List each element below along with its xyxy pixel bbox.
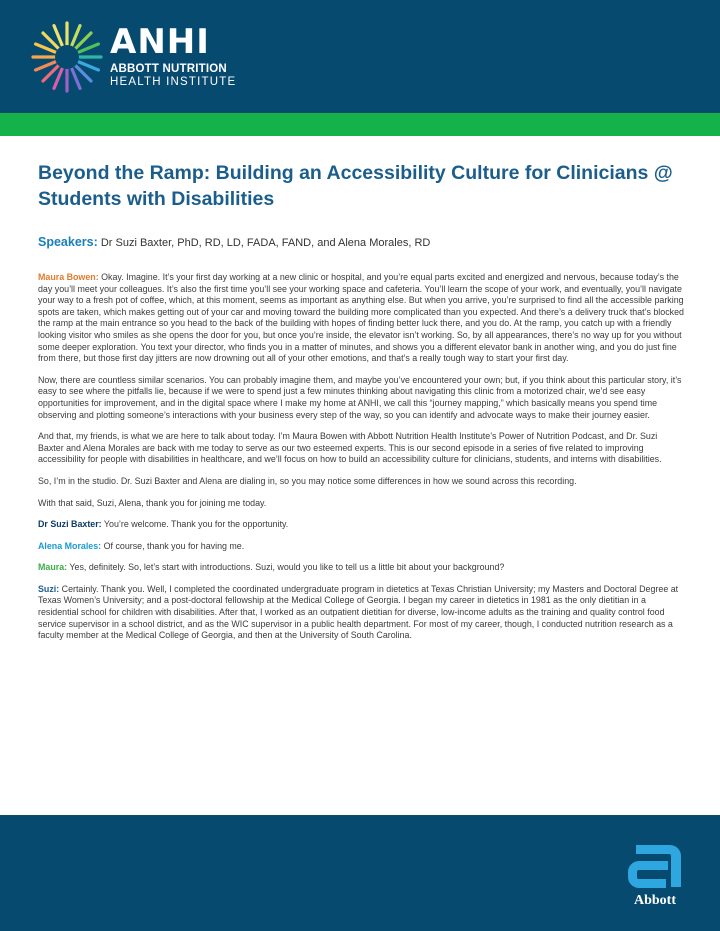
starburst-icon	[30, 20, 104, 94]
paragraph-text: You’re welcome. Thank you for the opportunity.	[101, 519, 289, 530]
paragraph-text: Certainly. Thank you. Well, I completed the coordinated undergraduate program in dietetics at Texas Christian University; my Masters and Doctoral Degree at Texas Women’s University; and a post-doctoral fellowship at the Medical College of Georgia. I began my career in dietetics in 1981 as the only dietitian in a residential school for children with disabilities. After that, I worked as an outpatient dietitian for diverse, low-income adults as the training and quality control food service supervisor in a school district, and as the WIC supervisor in a public health department. For most of my career, though, I conducted nutrition research as a faculty member at the Medical College of Georgia, and then at the University of South Carolina.	[38, 583, 679, 641]
paragraph-text: Okay. Imagine. It’s your first day working at a new clinic or hospital, and you’re equal parts excited and energized and nervous, because today’s the day you’ll meet your colleagues. It’s also the first time you’ll see your working space and cafeteria. You’ll learn the scope of your work, and eventually, you’ll navigate your way to a fresh pot of coffee, which, at this moment, seems as important as anything else. But when you arrive, you’re surprised to find all the accessible parking spots are taken, which makes getting out of your car and moving toward the building more complicated than you expected. And there’s a delivery truck that’s blocked the ramp at the main entrance so you head to the back of the building with hopes of finding better luck there, and you do. At the ramp, you catch up with a friendly looking visitor who smiles as she opens the door for you, but once you’re inside, the elevator isn’t working. So, by all appearances, there’s no way up for you without some deeper exploration. You text your director, who finds you in a matter of minutes, and shows you a different elevator bank in another wing, and you do just fine from there, but those first day jitters are now drowning out all of your other emotions, and that’s a really tough way to start your first day.	[38, 272, 684, 364]
paragraph-text: Of course, thank you for having me.	[101, 540, 245, 551]
header-banner	[0, 0, 720, 113]
transcript-paragraph	[38, 562, 684, 574]
document-title: Beyond the Ramp: Building an Accessibility Culture for Clinicians @ Students with Disabilities	[38, 162, 673, 210]
abbott-logo	[626, 842, 684, 912]
speaker-label: Alena Morales:	[38, 540, 102, 551]
paragraph-text: So, I’m in the studio. Dr. Suzi Baxter and Alena are dialing in, so you may notice some differences in how we sound across this recording.	[38, 475, 577, 486]
logo-line-2: HEALTH INSTITUTE	[110, 76, 237, 88]
accent-bar	[0, 113, 720, 136]
paragraph-text: Yes, definitely. So, let’s start with introductions. Suzi, would you like to tell us a little bit about your background?	[67, 562, 505, 573]
transcript-paragraph	[38, 375, 684, 421]
speakers-line	[38, 235, 684, 250]
speaker-label: Maura Bowen:	[38, 272, 99, 282]
transcript-paragraph	[38, 584, 684, 642]
transcript	[38, 272, 684, 642]
footer-banner	[0, 815, 720, 931]
transcript-paragraph	[38, 431, 684, 466]
logo-wordmark	[110, 24, 236, 89]
speakers-label: Speakers:	[38, 235, 98, 249]
transcript-paragraph	[38, 498, 684, 510]
speaker-label: Suzi:	[38, 583, 60, 594]
transcript-paragraph	[38, 519, 684, 531]
paragraph-text: Now, there are countless similar scenarios. You can probably imagine them, and maybe you’ve encountered your own; but, if you think about this particular story, it’s easy to see where the pitfalls lie, because if we were to spend just a few minutes thinking about navigating this clinic from a motorized chair, we’d see easy opportunities for improvement, and in the digital space where I make my home at ANHI, we call this “journey mapping,” which basically means you spend time observing and plotting someone’s interactions with your business every step of the way, so you can identify and advocate ways to make their journey easier.	[38, 374, 682, 420]
transcript-paragraph	[38, 476, 684, 488]
paragraph-text: With that said, Suzi, Alena, thank you for joining me today.	[38, 497, 267, 508]
logo-line-1: ABBOTT NUTRITION	[110, 63, 227, 75]
speakers-text: Dr Suzi Baxter, PhD, RD, LD, FADA, FAND, and Alena Morales, RD	[97, 237, 431, 249]
abbott-wordmark: Abbott	[633, 893, 676, 908]
paragraph-text: And that, my friends, is what we are here to talk about today. I’m Maura Bowen with Abbott Nutrition Health Institute’s Power of Nutrition Podcast, and Dr. Suzi Baxter and Alena Morales are back with me today to serve as our two esteemed experts. This is our second episode in a series of five related to improving accessibility for people with disabilities in healthcare, and we’ll focus on how to build an accessibility culture for clinicians, students, and interns with disabilities.	[38, 431, 662, 465]
logo-main-text: ANHI	[110, 22, 210, 62]
abbott-mark-icon	[626, 842, 684, 890]
transcript-paragraph	[38, 541, 684, 553]
transcript-paragraph	[38, 272, 684, 365]
speaker-label: Dr Suzi Baxter:	[38, 519, 102, 530]
speaker-label: Maura:	[38, 562, 68, 573]
document-body	[38, 160, 684, 652]
